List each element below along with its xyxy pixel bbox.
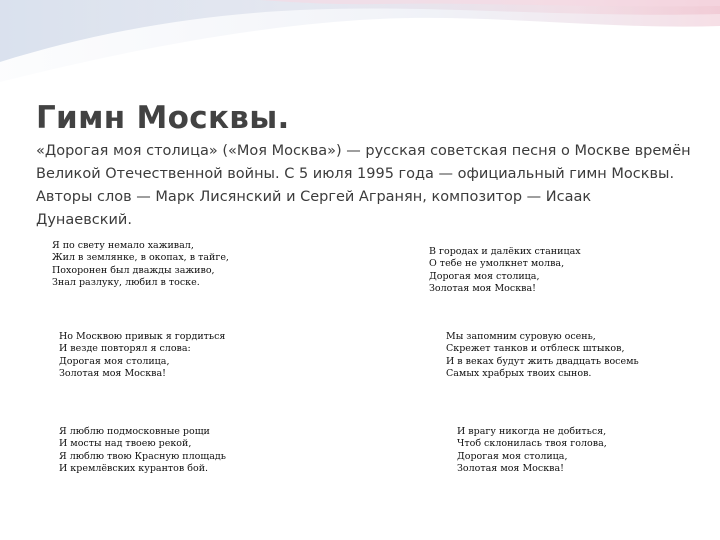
verse-line: Золотая моя Москва! xyxy=(59,368,166,380)
verse-line: Дорогая моя столица, xyxy=(429,270,540,282)
verse-line: Скрежет танков и отблеск штыков, xyxy=(446,343,625,355)
intro-paragraph: «Дорогая моя столица» («Моя Москва») — русская советская песня о Москве времён Великой Отечественной войны. С 5 июля 1995 года — официальный гимн Москвы. Авторы слов — Марк Лисянский и Сергей Агранян, композитор — Исаак Дунаевский. xyxy=(36,143,691,228)
verse-line: Я люблю твою Красную площадь xyxy=(59,450,226,462)
verse-line: Дорогая моя столица, xyxy=(59,355,170,367)
verse-line: Мы запомним суровую осень, xyxy=(446,331,596,342)
decorative-header-swoosh xyxy=(0,0,720,90)
verse-line: И врагу никогда не добиться, xyxy=(457,426,607,437)
verse-line: Я по свету немало хаживал, xyxy=(52,240,194,251)
verse-line: В городах и далёких станицах xyxy=(429,246,581,257)
verse-3 xyxy=(59,331,225,381)
verse-line: О тебе не умолкнет молва, xyxy=(429,258,565,270)
verse-line: Жил в землянке, в окопах, в тайге, xyxy=(52,252,229,264)
page-title: Гимн Москвы. xyxy=(36,100,290,136)
verse-4 xyxy=(446,331,639,381)
verse-line: И мосты над твоею рекой, xyxy=(59,438,192,450)
verse-line: Похоронен был дважды заживо, xyxy=(52,264,215,276)
verse-line: Золотая моя Москва! xyxy=(457,463,564,475)
verse-line: Золотая моя Москва! xyxy=(429,283,536,295)
verse-2 xyxy=(429,246,581,296)
verse-line: И в веках будут жить двадцать восемь xyxy=(446,355,639,367)
verse-line: И везде повторял я слова: xyxy=(59,343,191,355)
verse-line: Чтоб склонилась твоя голова, xyxy=(457,438,607,450)
verse-1 xyxy=(52,240,229,290)
verse-line: Я люблю подмосковные рощи xyxy=(59,426,210,437)
verse-line: Знал разлуку, любил в тоске. xyxy=(52,277,200,289)
verse-line: Но Москвою привык я гордиться xyxy=(59,331,226,342)
verse-5 xyxy=(59,426,226,476)
verse-line: Самых храбрых твоих сынов. xyxy=(446,368,592,380)
verse-line: Дорогая моя столица, xyxy=(457,450,568,462)
verse-6 xyxy=(457,426,607,476)
verse-line: И кремлёвских курантов бой. xyxy=(59,463,209,475)
